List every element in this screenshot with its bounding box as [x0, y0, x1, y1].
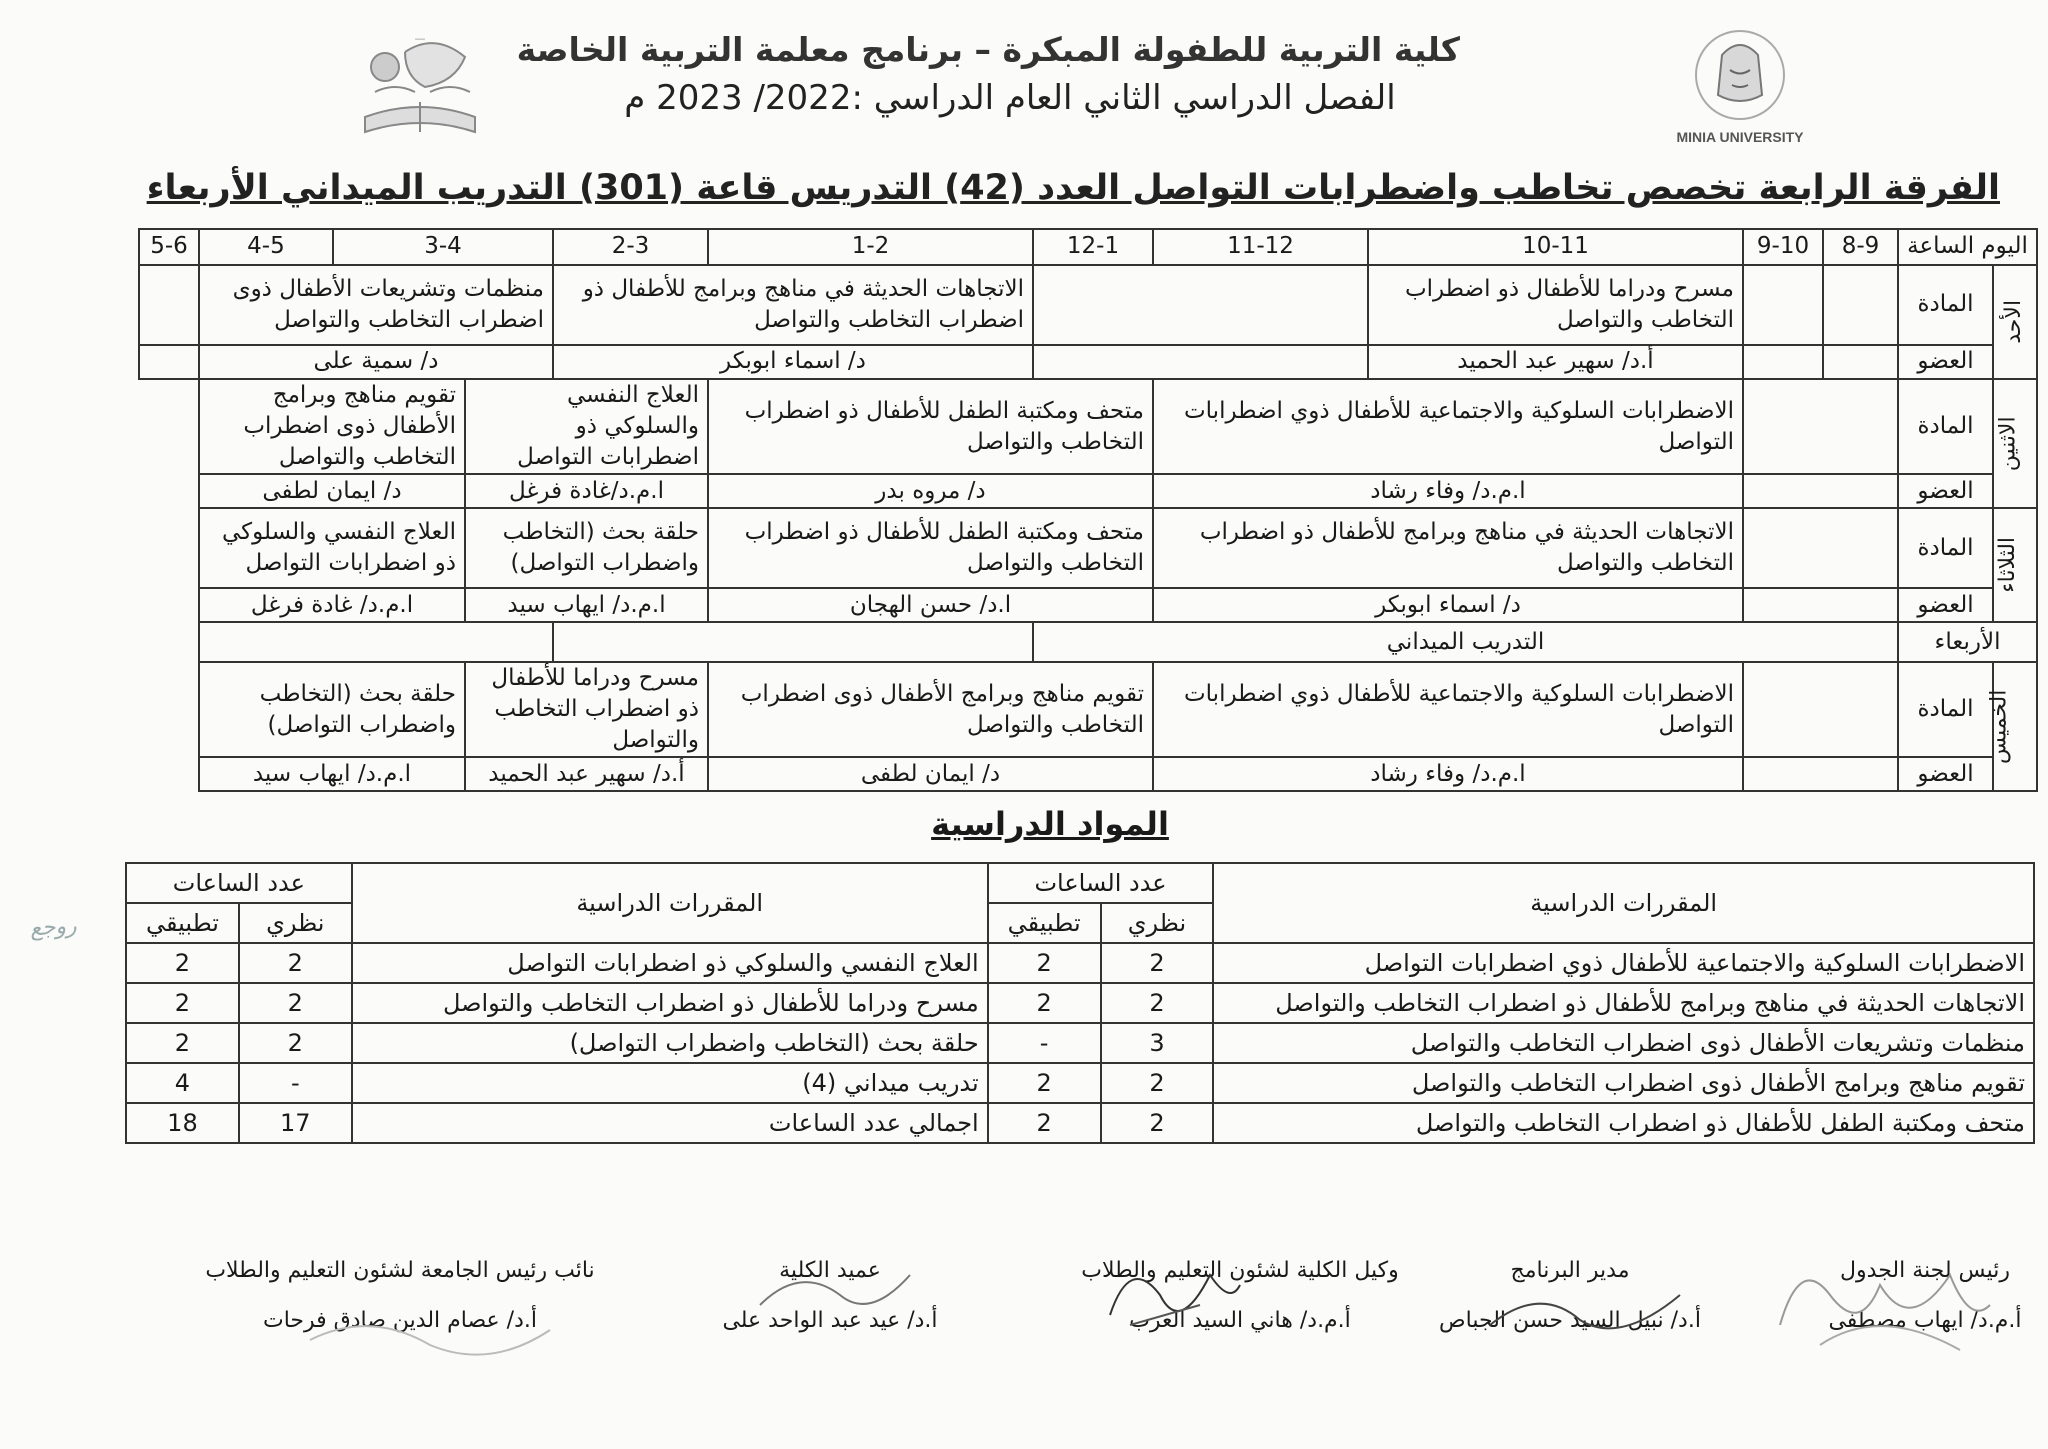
subject-cell: تقويم مناهج وبرامج الأطفال ذوى اضطراب التخاطب والتواصل — [708, 662, 1153, 757]
practical-hours: 2 — [126, 943, 239, 983]
time-slot: 12-1 — [1033, 229, 1153, 265]
total-hours-label: اجمالي عدد الساعات — [352, 1103, 988, 1143]
course-row — [126, 983, 2034, 1023]
member-cell: ا.م.د/ وفاء رشاد — [1153, 474, 1743, 508]
field-training-cell: التدريب الميداني — [1033, 622, 1898, 662]
monday-member-row — [139, 474, 2037, 508]
subject-cell: العلاج النفسي والسلوكي ذو اضطرابات التواصل — [199, 508, 465, 588]
college-program-title: كلية التربية للطفولة المبكرة – برنامج معلمة التربية الخاصة — [516, 30, 1460, 69]
theory-hours: 2 — [239, 983, 352, 1023]
member-cell: د/ ايمان لطفى — [708, 757, 1153, 791]
subject-cell: مسرح ودراما للأطفال ذو اضطراب التخاطب والتواصل — [1368, 265, 1743, 345]
member-cell: ا.د/ حسن الهجان — [708, 588, 1153, 622]
member-cell: ا.م.د/ ايهاب سيد — [465, 588, 708, 622]
day-thursday: الخميس — [1993, 662, 2037, 791]
member-cell: د/ اسماء ابوبكر — [553, 345, 1033, 379]
signature-scribble-icon — [300, 1300, 560, 1380]
member-cell: ا.م.د/ ايهاب سيد — [199, 757, 465, 791]
practical-hours: 2 — [988, 943, 1101, 983]
day-tuesday: الثلاثاء — [1993, 508, 2037, 622]
theory-hours: - — [239, 1063, 352, 1103]
practical-hours: 2 — [126, 1023, 239, 1063]
subject-label: المادة — [1898, 508, 1993, 588]
signature-scribble-icon — [750, 1255, 920, 1335]
theory-hours: 2 — [239, 943, 352, 983]
member-cell: ا.م.د/ وفاء رشاد — [1153, 757, 1743, 791]
course-row — [126, 943, 2034, 983]
practical-hours: 4 — [126, 1063, 239, 1103]
college-logo-icon — [345, 22, 495, 147]
member-cell: د/ اسماء ابوبكر — [1153, 588, 1743, 622]
schedule-header-row — [139, 229, 2037, 265]
member-cell: د/ مروه بدر — [708, 474, 1153, 508]
theory-hours: 2 — [239, 1023, 352, 1063]
member-cell: أ.د/ سهير عبد الحميد — [465, 757, 708, 791]
subject-cell: منظمات وتشريعات الأطفال ذوى اضطراب التخاطب والتواصل — [199, 265, 553, 345]
thursday-member-row — [139, 757, 2037, 791]
subject-cell: حلقة بحث (التخاطب واضطراب التواصل) — [465, 508, 708, 588]
subject-cell: تقويم مناهج وبرامج الأطفال ذوى اضطراب التخاطب والتواصل — [199, 379, 465, 474]
subject-cell: الاتجاهات الحديثة في مناهج وبرامج للأطفال ذو اضطراب التخاطب والتواصل — [1153, 508, 1743, 588]
time-slot: 3-4 — [333, 229, 553, 265]
time-slot: 1-2 — [708, 229, 1033, 265]
course-name: تقويم مناهج وبرامج الأطفال ذوى اضطراب التخاطب والتواصل — [1213, 1063, 2034, 1103]
practical-hours: 2 — [126, 983, 239, 1023]
hours-header: عدد الساعات — [126, 863, 352, 903]
practical-header: تطبيقي — [988, 903, 1101, 943]
day-monday: الاثنين — [1993, 379, 2037, 508]
theory-hours: 3 — [1101, 1023, 1214, 1063]
day-wednesday: الأربعاء — [1898, 622, 2037, 662]
signature-name: أ.م.د/ ايهاب مصطفى — [1828, 1308, 2022, 1333]
course-name: الاتجاهات الحديثة في مناهج وبرامج للأطفال ذو اضطراب التخاطب والتواصل — [1213, 983, 2034, 1023]
signature-scribble-icon — [1760, 1235, 2010, 1375]
signature-name: أ.م.د/ هاني السيد العرب — [1129, 1308, 1351, 1333]
time-slot: 10-11 — [1368, 229, 1743, 265]
theory-header: نظري — [1101, 903, 1214, 943]
subject-label: المادة — [1898, 379, 1993, 474]
signature-scribble-icon — [1090, 1245, 1250, 1355]
theory-hours: 2 — [1101, 943, 1214, 983]
subject-cell: الاضطرابات السلوكية والاجتماعية للأطفال ذوي اضطرابات التواصل — [1153, 662, 1743, 757]
member-cell: أ.د/ سهير عبد الحميد — [1368, 345, 1743, 379]
tuesday-subject-row — [139, 508, 2037, 588]
course-name: متحف ومكتبة الطفل للأطفال ذو اضطراب التخاطب والتواصل — [1213, 1103, 2034, 1143]
signature-name: أ.د/ نبيل السيد حسن الجباص — [1439, 1308, 1701, 1333]
course-name: منظمات وتشريعات الأطفال ذوى اضطراب التخاطب والتواصل — [1213, 1023, 2034, 1063]
member-label: العضو — [1898, 345, 1993, 379]
courses-header: المقررات الدراسية — [352, 863, 988, 943]
practical-hours: - — [988, 1023, 1101, 1063]
signature-scribble-icon — [1480, 1265, 1700, 1355]
member-cell: ا.م.د/ غادة فرغل — [199, 588, 465, 622]
handwritten-reviewed-note: روجع — [29, 913, 78, 942]
time-slot: 9-10 — [1743, 229, 1823, 265]
theory-hours: 2 — [1101, 1063, 1214, 1103]
subject-cell: متحف ومكتبة الطفل للأطفال ذو اضطراب التخاطب والتواصل — [708, 379, 1153, 474]
practical-hours: 2 — [988, 1103, 1101, 1143]
practical-header: تطبيقي — [126, 903, 239, 943]
time-slot: 5-6 — [139, 229, 199, 265]
member-label: العضو — [1898, 757, 1993, 791]
time-slot: 4-5 — [199, 229, 333, 265]
university-caption: MINIA UNIVERSITY — [1676, 129, 1804, 145]
course-row — [126, 1103, 2034, 1143]
sunday-subject-row — [139, 265, 2037, 345]
signature-title: نائب رئيس الجامعة لشئون التعليم والطلاب — [205, 1258, 595, 1283]
signature-title: وكيل الكلية لشئون التعليم والطلاب — [1081, 1258, 1399, 1283]
time-slot: 8-9 — [1823, 229, 1898, 265]
minia-university-logo-icon — [1670, 25, 1810, 145]
member-cell: د/ ايمان لطفى — [199, 474, 465, 508]
member-cell: ا.م.د/غادة فرغل — [465, 474, 708, 508]
corner-cell: اليوم الساعة — [1898, 229, 2037, 265]
monday-subject-row — [139, 379, 2037, 474]
practical-hours: 2 — [988, 983, 1101, 1023]
course-name: حلقة بحث (التخاطب واضطراب التواصل) — [352, 1023, 988, 1063]
subject-cell: الاضطرابات السلوكية والاجتماعية للأطفال ذوي اضطرابات التواصل — [1153, 379, 1743, 474]
practical-hours: 2 — [988, 1063, 1101, 1103]
course-name: الاضطرابات السلوكية والاجتماعية للأطفال ذوي اضطرابات التواصل — [1213, 943, 2034, 983]
course-name: تدريب ميداني (4) — [352, 1063, 988, 1103]
subject-cell: العلاج النفسي والسلوكي ذو اضطرابات التواصل — [465, 379, 708, 474]
signature-title: عميد الكلية — [779, 1258, 881, 1283]
materials-title: المواد الدراسية — [931, 805, 1169, 843]
course-name: مسرح ودراما للأطفال ذو اضطراب التخاطب والتواصل — [352, 983, 988, 1023]
total-practical-hours: 18 — [126, 1103, 239, 1143]
member-label: العضو — [1898, 588, 1993, 622]
class-title: الفرقة الرابعة تخصص تخاطب واضطرابات التواصل العدد (42) التدريس قاعة (301) التدريب الميداني الأربعاء — [146, 168, 2000, 208]
tuesday-member-row — [139, 588, 2037, 622]
member-cell: د/ سمية على — [199, 345, 553, 379]
semester-title: الفصل الدراسي الثاني العام الدراسي :2022/ 2023 م — [624, 78, 1396, 118]
subject-cell: متحف ومكتبة الطفل للأطفال ذو اضطراب التخاطب والتواصل — [708, 508, 1153, 588]
svg-text:—: — — [414, 32, 426, 45]
subject-cell: الاتجاهات الحديثة في مناهج وبرامج للأطفال ذو اضطراب التخاطب والتواصل — [553, 265, 1033, 345]
time-slot: 2-3 — [553, 229, 708, 265]
courses-table — [125, 862, 2035, 1144]
course-row — [126, 1023, 2034, 1063]
course-row — [126, 1063, 2034, 1103]
time-slot: 11-12 — [1153, 229, 1368, 265]
member-label: العضو — [1898, 474, 1993, 508]
subject-cell: حلقة بحث (التخاطب واضطراب التواصل) — [199, 662, 465, 757]
signature-name: أ.د/ عيد عبد الواحد على — [722, 1308, 938, 1333]
day-sunday: الأحد — [1993, 265, 2037, 379]
subject-label: المادة — [1898, 265, 1993, 345]
courses-header: المقررات الدراسية — [1213, 863, 2034, 943]
sunday-member-row — [139, 345, 2037, 379]
wednesday-row — [139, 622, 2037, 662]
signature-title: رئيس لجنة الجدول — [1840, 1258, 2010, 1283]
theory-hours: 2 — [1101, 983, 1214, 1023]
course-name: العلاج النفسي والسلوكي ذو اضطرابات التواصل — [352, 943, 988, 983]
total-theory-hours: 17 — [239, 1103, 352, 1143]
theory-header: نظري — [239, 903, 352, 943]
hours-header: عدد الساعات — [988, 863, 1214, 903]
courses-header-row — [126, 863, 2034, 903]
subject-label: المادة — [1898, 662, 1993, 757]
subject-cell: مسرح ودراما للأطفال ذو اضطراب التخاطب والتواصل — [465, 662, 708, 757]
signature-name: أ.د/ عصام الدين صادق فرحات — [263, 1308, 537, 1333]
thursday-subject-row — [139, 662, 2037, 757]
signature-title: مدير البرنامج — [1510, 1258, 1630, 1283]
weekly-schedule-table — [138, 228, 2038, 792]
theory-hours: 2 — [1101, 1103, 1214, 1143]
